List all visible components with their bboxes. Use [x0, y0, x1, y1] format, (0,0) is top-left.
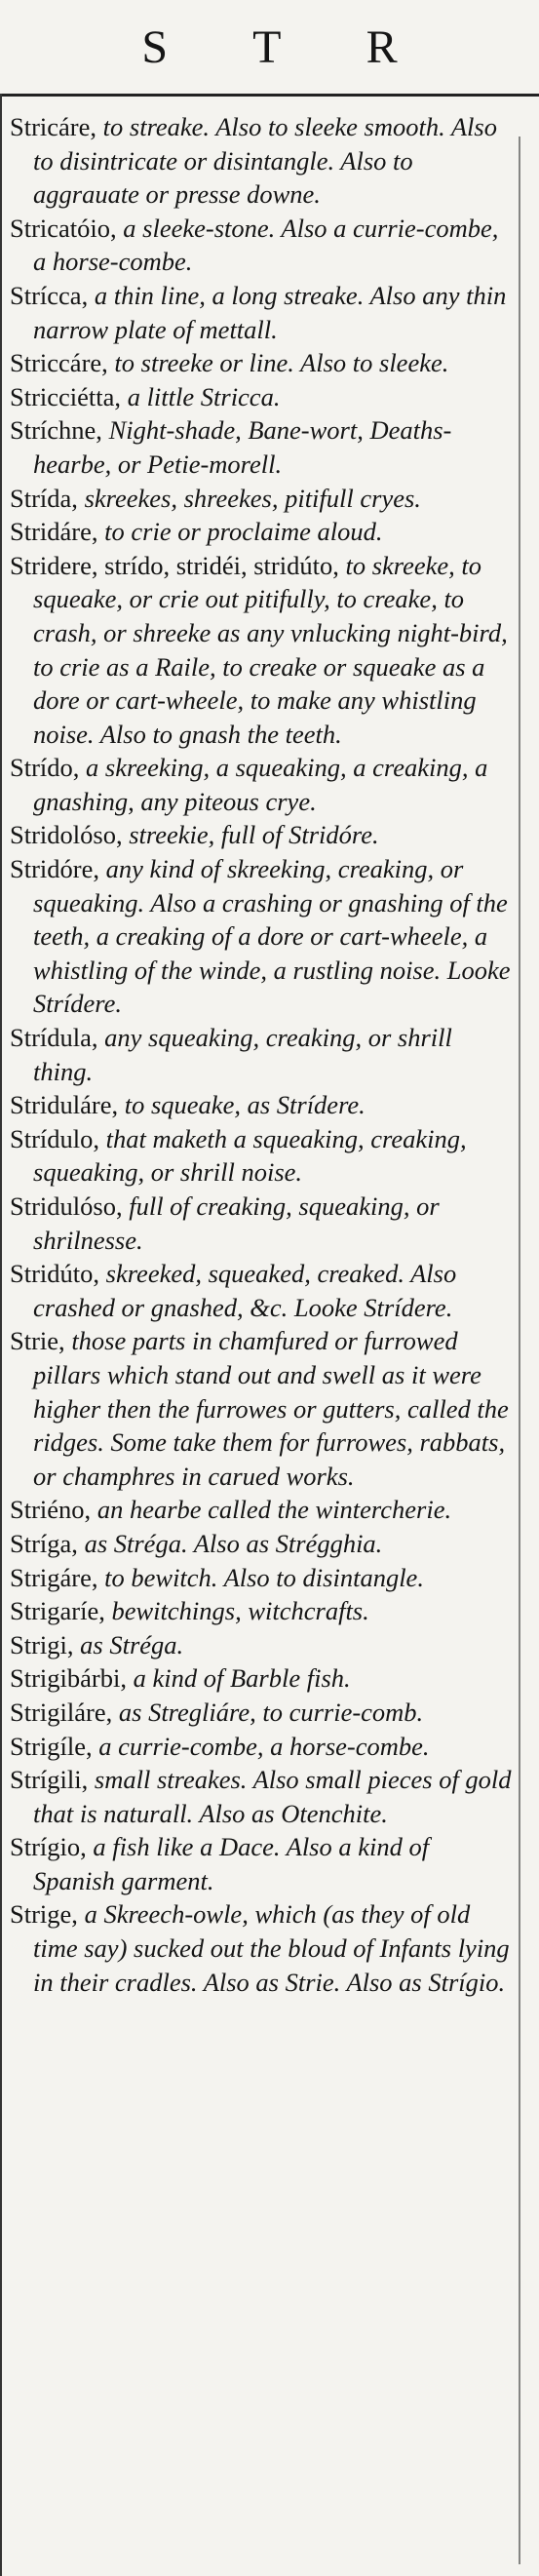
entry-headword: Strícca, — [10, 280, 89, 310]
entry-definition: to squeake, as Strídere. — [118, 1090, 366, 1120]
dictionary-entry — [10, 1493, 517, 1527]
dictionary-entry — [10, 1122, 517, 1190]
entry-headword: Striéno, — [10, 1495, 92, 1525]
entry-headword: Strído, — [10, 753, 80, 783]
dictionary-entry — [10, 1830, 517, 1897]
dictionary-entry — [10, 1897, 517, 1999]
entry-headword: Stridóre, — [10, 854, 99, 884]
entry-definition: that maketh a squeaking, creaking, squeaking, or shrill noise. — [33, 1123, 467, 1188]
entry-headword: Strigiláre, — [10, 1697, 113, 1727]
dictionary-entry — [10, 1257, 517, 1324]
right-border-rule — [519, 137, 520, 2564]
entry-definition: streekie, full of Stridóre. — [122, 820, 379, 850]
dictionary-entry — [10, 380, 517, 414]
entry-definition: a currie-combe, a horse-combe. — [92, 1731, 430, 1761]
dictionary-entry — [10, 1324, 517, 1493]
dictionary-entry — [10, 1561, 517, 1595]
entry-headword: Stridúto, — [10, 1259, 100, 1289]
entry-headword: Stricáre, — [10, 112, 97, 141]
dictionary-entry — [10, 549, 517, 752]
entry-definition: an hearbe called the wintercherie. — [91, 1495, 452, 1525]
dictionary-entry — [10, 346, 517, 380]
entry-headword: Strigíle, — [10, 1731, 93, 1761]
entry-definition: bewitchings, witchcrafts. — [104, 1596, 369, 1626]
dictionary-entry — [10, 212, 517, 279]
entry-headword: Strídulo, — [10, 1123, 100, 1153]
entry-headword: Strídula, — [10, 1023, 98, 1053]
entry-definition: any kind of skreeking, creaking, or squeaking. Also a crashing or gnashing of the teeth, a creaking of a dore or cart-wheele, a whistling of the winde, a rustling noise. Looke Strídere. — [33, 854, 511, 1019]
dictionary-entry — [10, 482, 517, 516]
dictionary-entry — [10, 1730, 517, 1764]
entry-definition: as Stréga. Also as Strégghia. — [77, 1528, 383, 1558]
entry-definition: Night-shade, Bane-wort, Deaths-hearbe, or Petie-morell. — [33, 415, 452, 479]
entry-definition: a thin line, a long streake. Also any thin narrow plate of mettall. — [33, 280, 507, 344]
entry-headword: Strígio, — [10, 1832, 87, 1862]
entry-definition: a sleeke-stone. Also a currie-combe, a horse-combe. — [33, 213, 499, 277]
entry-headword: Strigáre, — [10, 1562, 98, 1592]
entry-headword: Strige, — [10, 1899, 78, 1930]
entry-headword: Strigi, — [10, 1629, 74, 1659]
entry-headword: Stricatóio, — [10, 213, 117, 243]
entry-headword: Strída, — [10, 483, 78, 513]
entry-definition: as Stréga. — [73, 1629, 184, 1659]
dictionary-entry — [10, 1088, 517, 1122]
dictionary-entry — [10, 1021, 517, 1088]
entry-headword: Striduláre, — [10, 1090, 119, 1120]
entry-definition: a fish like a Dace. Also a kind of Spanish garment. — [33, 1832, 430, 1895]
dictionary-entry — [10, 751, 517, 818]
entry-definition: a Skreech-owle, which (as they of old time say) sucked out the bloud of Infants lying in their cradles. Also as Strie. Also as Strígio. — [33, 1899, 510, 1997]
dictionary-entry — [10, 1661, 517, 1696]
entry-headword: Stridáre, — [10, 517, 98, 547]
entry-headword: Stríga, — [10, 1528, 78, 1558]
entry-definition: a skreeking, a squeaking, a creaking, a gnashing, any piteous crye. — [33, 753, 488, 816]
entry-headword: Stríchne, — [10, 415, 102, 446]
dictionary-entry — [10, 1594, 517, 1628]
entry-definition: a little Stricca. — [121, 381, 281, 411]
entry-headword: Stricciétta, — [10, 381, 122, 411]
entry-headword: Strigibárbi, — [10, 1663, 127, 1694]
entry-definition: skreeked, squeaked, creaked. Also crashed or gnashed, &c. Looke Strídere. — [33, 1259, 457, 1322]
dictionary-entry — [10, 279, 517, 346]
header-rule — [0, 94, 539, 97]
entry-definition: small streakes. Also small pieces of gold that is naturall. Also as Otenchite. — [33, 1765, 512, 1828]
dictionary-entry — [10, 1628, 517, 1662]
dictionary-entry — [10, 1190, 517, 1257]
entry-definition: to streake. Also to sleeke smooth. Also to disintricate or disintangle. Also to aggrauate or presse downe. — [33, 112, 497, 210]
entry-definition: as Stregliáre, to currie-comb. — [112, 1697, 424, 1727]
entry-headword: Stridulóso, — [10, 1191, 123, 1221]
entry-headword: Stridolóso, — [10, 820, 123, 850]
entry-headword: Striccáre, — [10, 348, 108, 378]
dictionary-entry — [10, 1527, 517, 1561]
running-head: S T R — [141, 21, 435, 73]
entry-headword: Strigaríe, — [10, 1596, 105, 1626]
entry-definition: to bewitch. Also to disintangle. — [97, 1562, 424, 1592]
entry-definition: any squeaking, creaking, or shrill thing. — [33, 1023, 452, 1086]
entry-definition: skreekes, shreekes, pitifull cryes. — [77, 483, 421, 513]
entry-definition: those parts in chamfured or furrowed pillars which stand out and swell as it were higher then the furrowes or gutters, called the ridges. Some take them for furrowes, rabbats, or champhres in carued works. — [33, 1326, 509, 1491]
entry-definition: to streeke or line. Also to sleeke. — [107, 348, 449, 378]
entry-definition: to crie or proclaime aloud. — [97, 517, 383, 547]
dictionary-entry — [10, 1696, 517, 1730]
left-border-rule — [0, 94, 2, 2576]
dictionary-entry — [10, 110, 517, 212]
entry-definition: to skreeke, to squeake, or crie out pitifully, to creake, to crash, or shreeke as any vnlucking night-bird, to crie as a Raile, to creake or squeake as a dore or cart-wheele, to make any whistling noise. Also to gnash the teeth. — [33, 550, 508, 749]
dictionary-entry — [10, 1763, 517, 1830]
entry-definition: full of creaking, squeaking, or shrilnesse. — [33, 1191, 440, 1255]
entry-headword: Stridere, strído, stridéi, stridúto, — [10, 550, 339, 580]
dictionary-entry — [10, 413, 517, 481]
entry-definition: a kind of Barble fish. — [126, 1663, 351, 1694]
dictionary-entry — [10, 852, 517, 1021]
entry-list — [10, 110, 517, 1999]
entry-headword: Strie, — [10, 1326, 65, 1356]
dictionary-entry — [10, 515, 517, 549]
entry-headword: Strígili, — [10, 1765, 89, 1795]
dictionary-entry — [10, 818, 517, 852]
